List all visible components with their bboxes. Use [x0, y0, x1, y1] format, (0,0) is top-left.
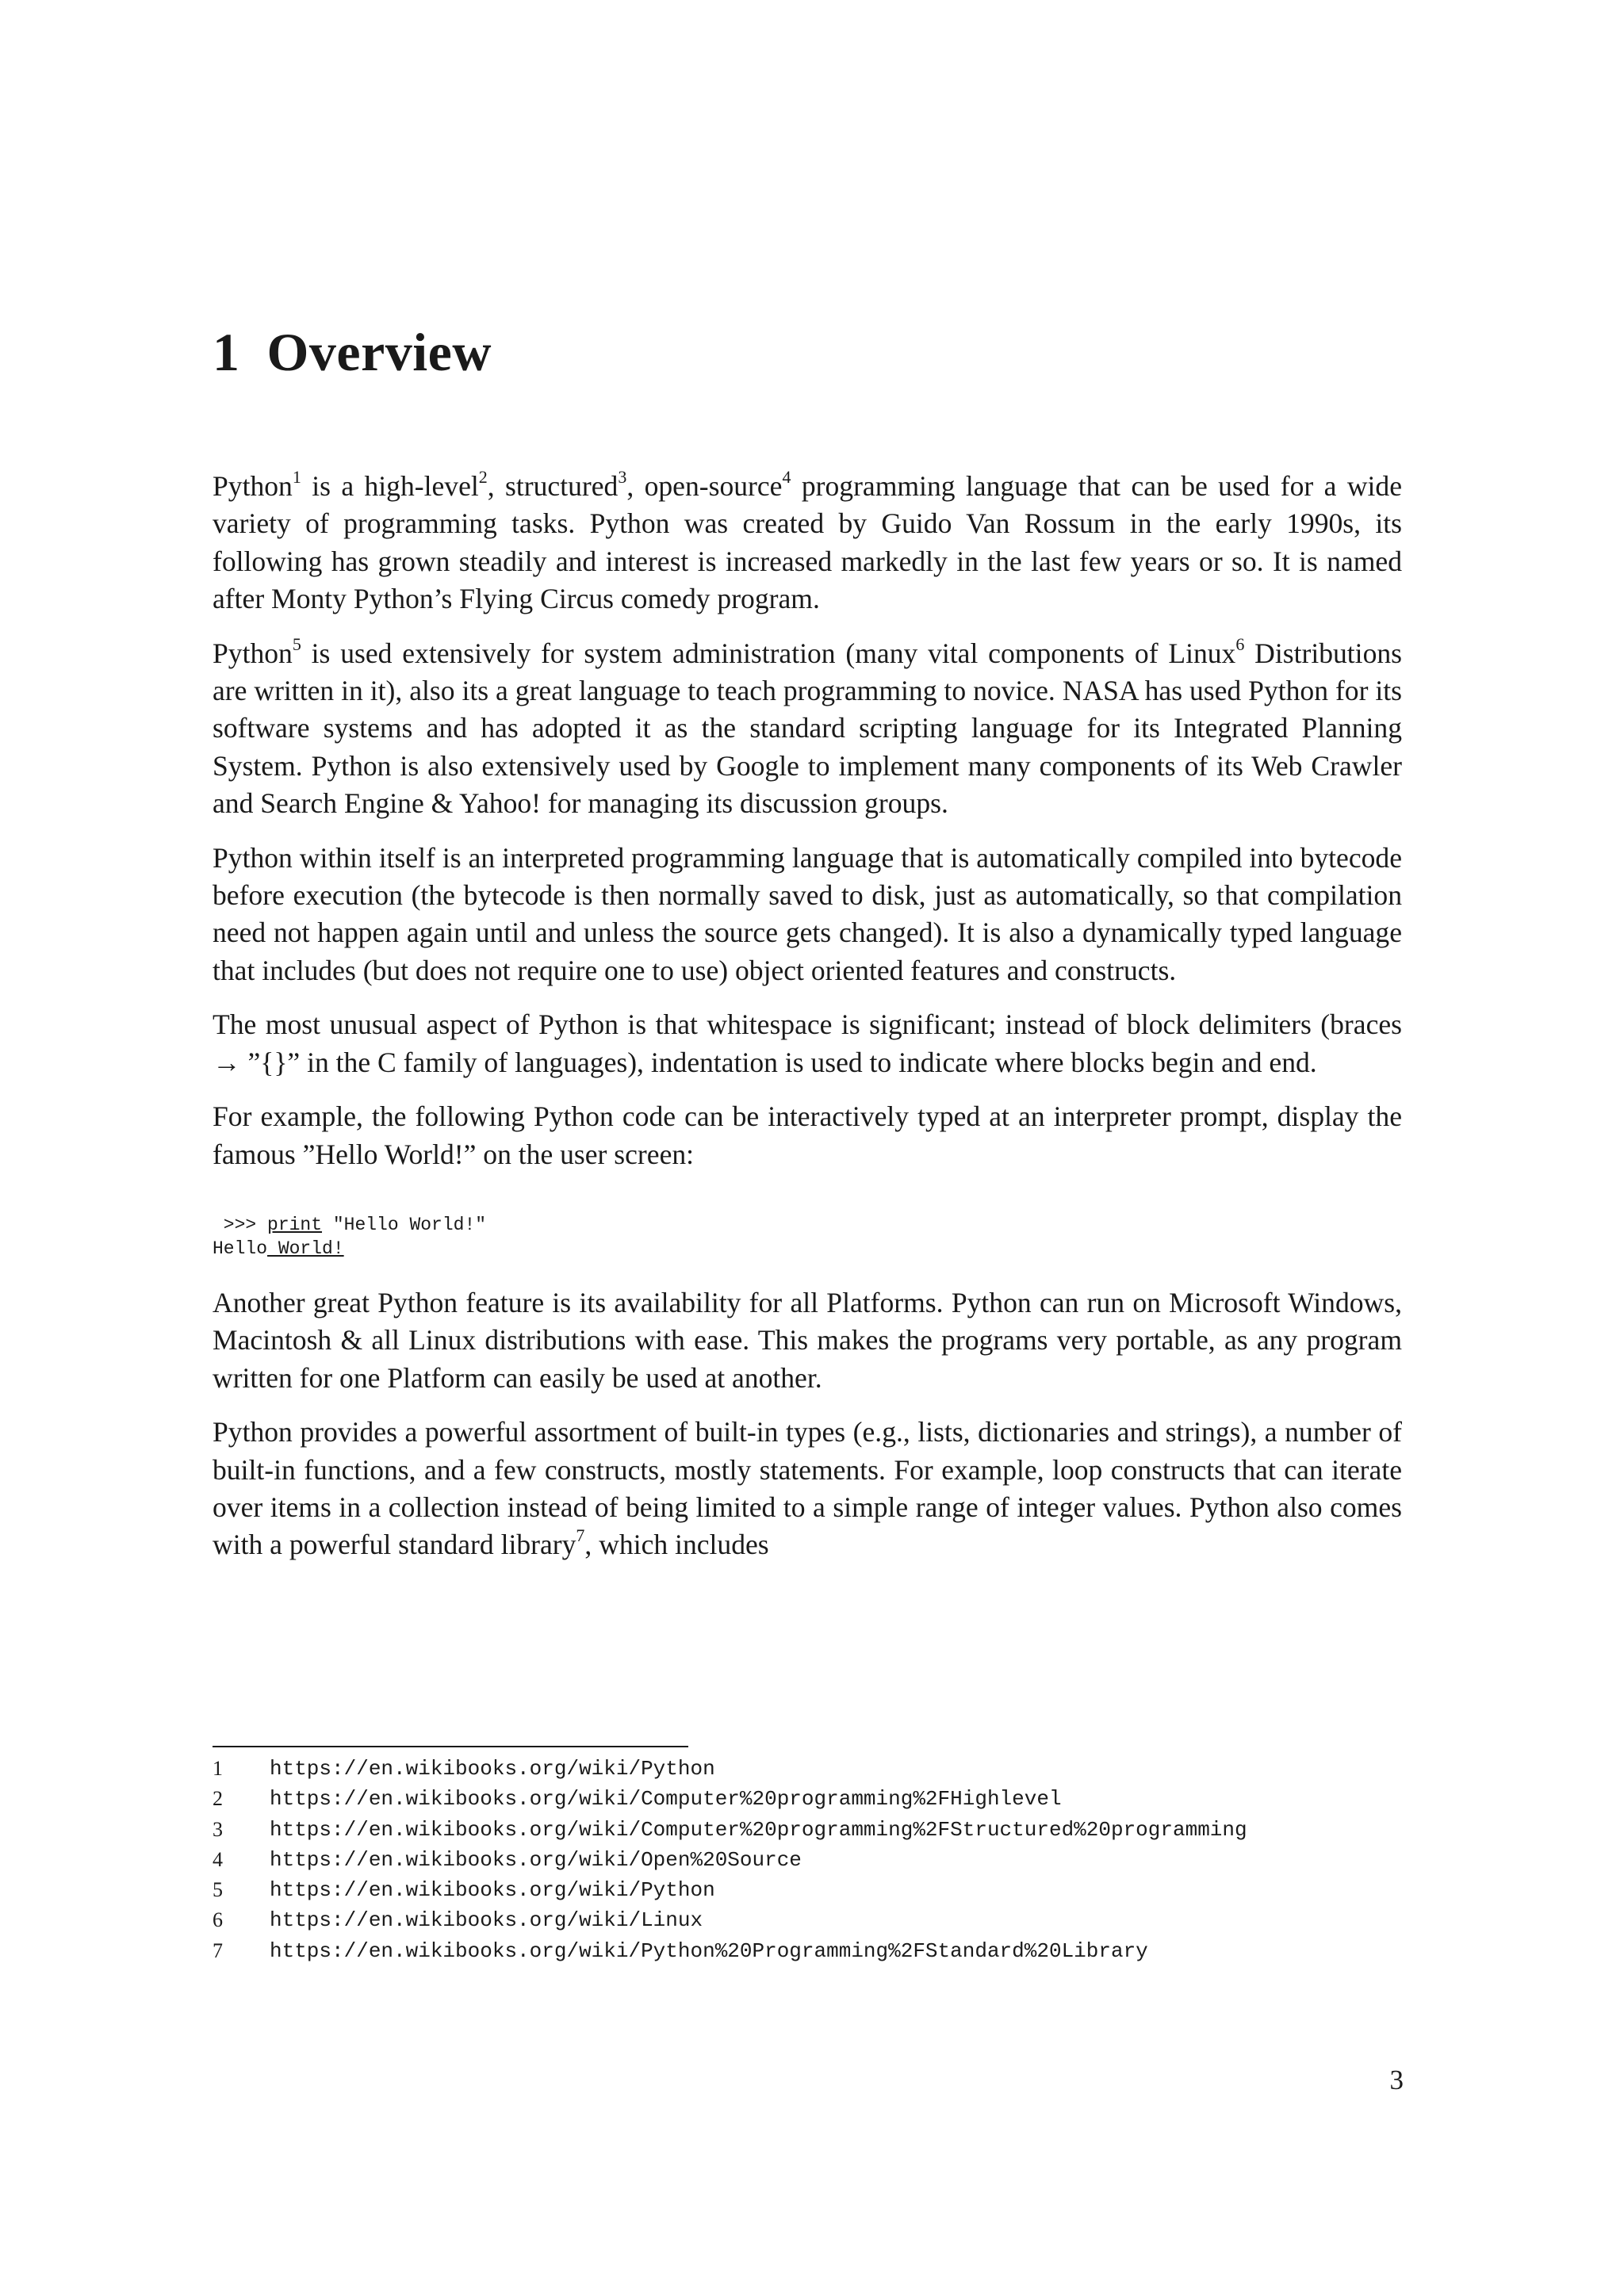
footnote-link[interactable]: https://en.wikibooks.org/wiki/Python	[270, 1878, 715, 1903]
text-run: Python	[213, 470, 293, 502]
footnote-link[interactable]: https://en.wikibooks.org/wiki/Computer%20programming%2FStructured%20programming	[270, 1817, 1247, 1842]
footnote-ref-5[interactable]: 5	[292, 633, 301, 654]
paragraph-1	[213, 468, 1402, 618]
footnote-ref-6[interactable]: 6	[1235, 633, 1245, 654]
text-run: is a high-level	[301, 470, 479, 502]
paragraph-4: The most unusual aspect of Python is that whitespace is significant; instead of block delimiters (braces → ”{}” in the C family of languages), indentation is used to indicate where blocks begin and end.	[213, 1008, 1402, 1078]
footnote-link[interactable]: https://en.wikibooks.org/wiki/Python%20Programming%2FStandard%20Library	[270, 1938, 1148, 1963]
footnote-number: 2	[213, 1787, 223, 1811]
footnote-item	[213, 1754, 1402, 1784]
section-number: 1	[213, 322, 240, 382]
page-number: 3	[1389, 2064, 1404, 2095]
footnote-number: 5	[213, 1878, 223, 1902]
footnote-ref-3[interactable]: 3	[618, 467, 627, 488]
text-run: Python	[213, 637, 293, 669]
footnote-number: 6	[213, 1908, 223, 1932]
text-run: Python provides a powerful assortment of built-in types (e.g., lists, dictionaries and strings), a number of built-in functions, and a few constructs, mostly statements. For example, loop constructs that can iterate over items in a collection instead of being limited to a simple range of integer values. Python also comes with a powerful standard library	[213, 1416, 1402, 1561]
footnote-ref-4[interactable]: 4	[782, 467, 791, 488]
code-output-a: Hello	[213, 1238, 268, 1259]
code-block	[213, 1213, 1402, 1261]
body-text	[213, 468, 1402, 1581]
text-run: is used extensively for system administration (many vital components of Linux	[301, 637, 1236, 669]
footnote-ref-1[interactable]: 1	[292, 467, 301, 488]
footnote-number: 4	[213, 1847, 223, 1871]
footnote-ref-2[interactable]: 2	[478, 467, 488, 488]
code-output-b: World!	[267, 1238, 344, 1259]
paragraph-5: For example, the following Python code can be interactively typed at an interpreter prompt, display the famous ”Hello World!” on the user screen:	[213, 1100, 1402, 1170]
footnote-item	[213, 1905, 1402, 1935]
text-run: , open-source	[626, 470, 783, 502]
footnote-item	[213, 1936, 1402, 1966]
paragraph-3: Python within itself is an interpreted programming language that is automatically compiled into bytecode before execution (the bytecode is then normally saved to disk, just as automatically, so that compilation need not happen again until and unless the source gets changed). It is also a dynamically typed language that includes (but does not require one to use) object oriented features and constructs.	[213, 841, 1402, 986]
footnote-number: 3	[213, 1817, 223, 1841]
footnotes	[213, 1754, 1402, 1966]
text-run: , which includes	[584, 1529, 769, 1561]
text-run: Distributions are written in it), also its a great language to teach programming to novice. NASA has used Python for its software systems and has adopted it as the standard scripting language for its Integrated Planning System. Python is also extensively used by Google to implement many components of its Web Crawler and Search Engine & Yahoo! for managing its discussion groups.	[213, 637, 1402, 820]
text-run: , structured	[487, 470, 619, 502]
footnote-item	[213, 1784, 1402, 1814]
footnote-divider	[213, 1746, 688, 1747]
footnote-link[interactable]: https://en.wikibooks.org/wiki/Open%20Source	[270, 1847, 802, 1872]
code-argument: "Hello World!"	[322, 1214, 487, 1235]
text-run: programming language that can be used for a wide variety of programming tasks. Python was created by Guido Van Rossum in the early 1990s, its following has grown steadily and interest is increased markedly in the last few years or so. It is named after Monty Python’s Flying Circus comedy program.	[213, 470, 1402, 615]
footnote-number: 7	[213, 1938, 223, 1962]
footnote-link[interactable]: https://en.wikibooks.org/wiki/Linux	[270, 1908, 703, 1933]
footnote-link[interactable]: https://en.wikibooks.org/wiki/Computer%20programming%2FHighlevel	[270, 1787, 1062, 1812]
paragraph-7	[213, 1414, 1402, 1564]
footnote-link[interactable]: https://en.wikibooks.org/wiki/Python	[270, 1757, 715, 1781]
footnote-number: 1	[213, 1757, 223, 1780]
footnote-item	[213, 1815, 1402, 1845]
paragraph-6: Another great Python feature is its availability for all Platforms. Python can run on Microsoft Windows, Macintosh & all Linux distributions with ease. This makes the programs very portable, as any program written for one Platform can easily be used at another.	[213, 1286, 1402, 1394]
section-title: Overview	[266, 322, 492, 382]
footnote-item	[213, 1845, 1402, 1875]
footnote-ref-7[interactable]: 7	[576, 1525, 585, 1546]
code-prompt: >>>	[213, 1214, 268, 1235]
section-heading	[213, 321, 492, 384]
code-keyword: print	[267, 1214, 323, 1235]
paragraph-2	[213, 635, 1402, 823]
footnote-item	[213, 1875, 1402, 1905]
